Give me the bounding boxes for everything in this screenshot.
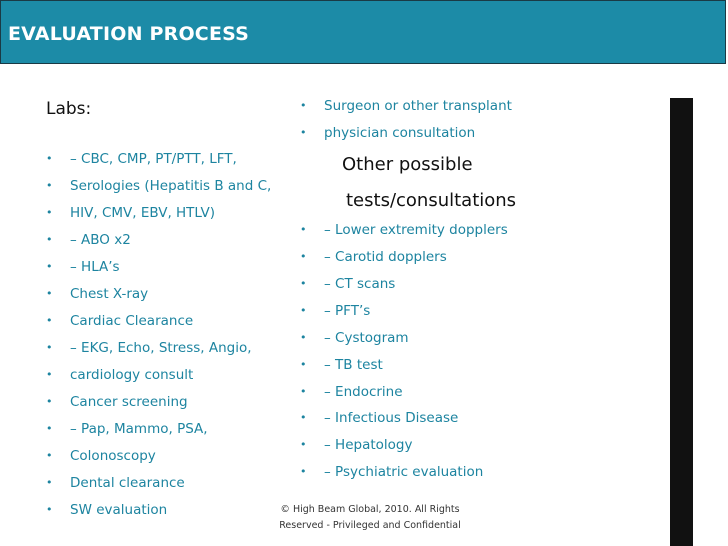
bullet-icon: •	[46, 179, 53, 192]
bullet-icon: •	[46, 422, 53, 435]
bullet-icon: •	[46, 260, 53, 273]
footer-line-1: © High Beam Global, 2010. All Rights	[280, 504, 460, 515]
bullet-icon: •	[300, 99, 307, 112]
bullet-icon: •	[300, 126, 307, 139]
bullet-icon: •	[300, 438, 307, 451]
bullet-icon: •	[46, 233, 53, 246]
footer-line-2: Reserved - Privileged and Confidential	[279, 520, 461, 531]
bullet-icon: •	[46, 206, 53, 219]
bullet-icon: •	[300, 331, 307, 344]
bullet-icon: •	[46, 314, 53, 327]
bullet-icon: •	[300, 465, 307, 478]
bullet-icon: •	[300, 358, 307, 371]
bullet-icon: •	[300, 250, 307, 263]
bullet-icon: •	[46, 449, 53, 462]
bullet-icon: •	[300, 277, 307, 290]
other-tests-heading-line2: tests/consultations	[346, 190, 517, 211]
bullet-icon: •	[46, 341, 53, 354]
bullet-icon: •	[46, 476, 53, 489]
other-tests-heading-line1: Other possible	[342, 154, 473, 175]
bullet-icon: •	[300, 223, 307, 236]
bullet-icon: •	[46, 287, 53, 300]
bullet-icon: •	[300, 385, 307, 398]
copyright-footer	[270, 502, 470, 534]
bullet-icon: •	[300, 411, 307, 424]
title-bar	[0, 0, 726, 64]
side-stripe	[670, 98, 693, 546]
bullet-icon: •	[46, 368, 53, 381]
bullet-icon: •	[300, 304, 307, 317]
labs-heading: Labs:	[46, 99, 92, 119]
bullet-icon: •	[46, 152, 53, 165]
bullet-icon: •	[46, 503, 53, 516]
slide-title: EVALUATION PROCESS	[8, 23, 250, 45]
bullet-icon: •	[46, 395, 53, 408]
